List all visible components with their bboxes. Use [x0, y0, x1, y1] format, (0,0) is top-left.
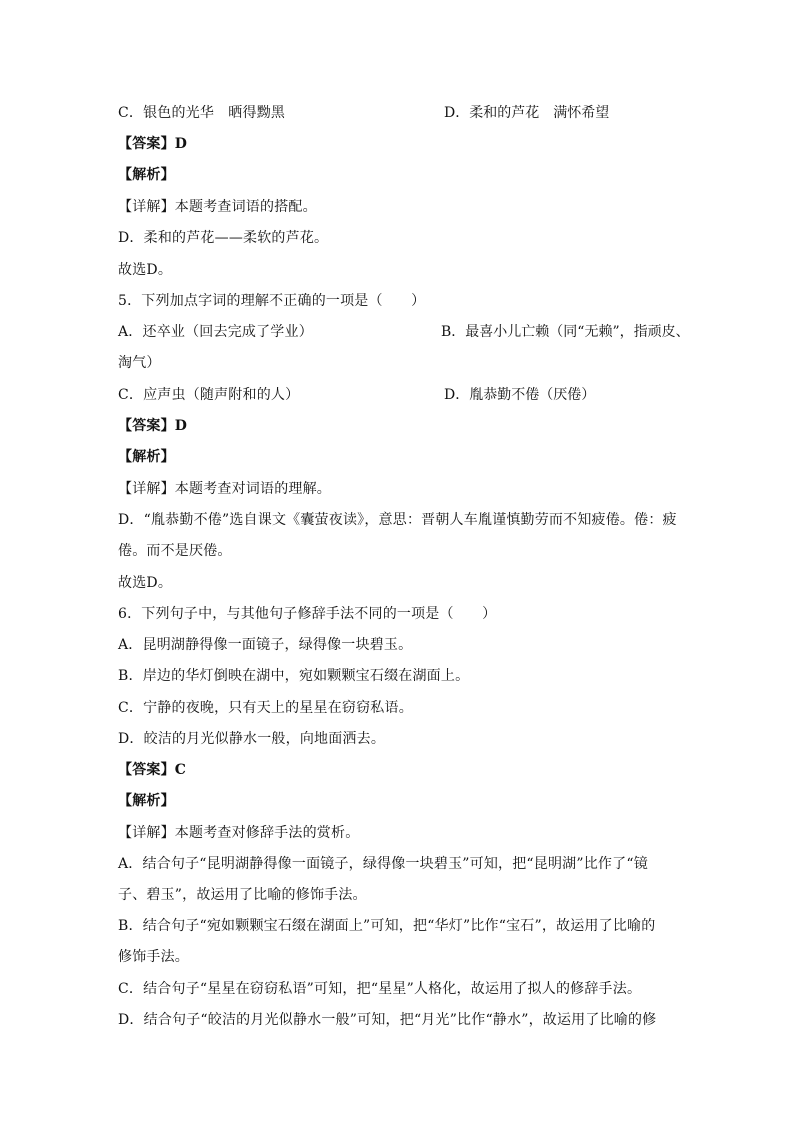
- q6-explain-a-1: A．结合句子“昆明湖静得像一面镜子，绿得像一块碧玉”可知，把“昆明湖”比作了“镜: [118, 856, 648, 872]
- q5-conclusion: 故选D。: [118, 575, 173, 591]
- q4-analysis-label: 【解析】: [118, 167, 175, 183]
- q6-explain-c: C．结合句子“星星在窃窃私语”可知，把“星星”人格化，故运用了拟人的修辞手法。: [118, 981, 642, 997]
- q6-explain-b-2: 修饰手法。: [118, 949, 189, 965]
- q6-option-d: D．皎洁的月光似静水一般，向地面洒去。: [118, 731, 386, 747]
- q6-option-c: C．宁静的夜晚，只有天上的星星在窃窃私语。: [118, 700, 413, 716]
- q4-option-d: D．柔和的芦花 满怀希望: [444, 105, 610, 121]
- q5-explain-1: D．“胤恭勤不倦”选自课文《囊萤夜读》，意思：晋朝人车胤谨慎勤劳而不知疲倦。倦：疲: [118, 512, 677, 528]
- q5-explain-2: 倦。而不是厌倦。: [118, 543, 232, 559]
- q6-option-b: B．岸边的华灯倒映在湖中，宛如颗颗宝石缀在湖面上。: [118, 668, 470, 684]
- q6-explain-a-2: 子、碧玉”，故运用了比喻的修饰手法。: [118, 887, 367, 903]
- q4-conclusion: 故选D。: [118, 262, 173, 278]
- q6-answer: 【答案】C: [118, 762, 187, 778]
- q5-option-b: B．最喜小儿亡赖（同“无赖”，指顽皮、: [441, 324, 690, 340]
- q5-question: 5．下列加点字词的理解不正确的一项是（ ）: [118, 293, 426, 309]
- q4-detail: 【详解】本题考查词语的搭配。: [118, 199, 317, 215]
- q5-option-b-cont: 淘气）: [118, 355, 161, 371]
- q6-detail: 【详解】本题考查对修辞手法的赏析。: [118, 825, 360, 841]
- q4-option-c: C．银色的光华 晒得黝黑: [118, 105, 286, 121]
- q6-option-a: A．昆明湖静得像一面镜子，绿得像一块碧玉。: [118, 637, 413, 653]
- q5-option-d: D．胤恭勤不倦（厌倦）: [444, 387, 596, 403]
- q6-explain-d: D．结合句子“皎洁的月光似静水一般”可知，把“月光”比作“静水”，故运用了比喻的修: [118, 1012, 657, 1028]
- q5-answer: 【答案】D: [118, 418, 188, 434]
- q5-detail: 【详解】本题考查对词语的理解。: [118, 481, 331, 497]
- q4-answer: 【答案】D: [118, 136, 188, 152]
- q5-option-c: C．应声虫（随声附和的人）: [118, 387, 300, 403]
- q6-question: 6．下列句子中，与其他句子修辞手法不同的一项是（ ）: [118, 606, 497, 622]
- q5-analysis-label: 【解析】: [118, 449, 175, 465]
- q5-option-a: A．还卒业（回去完成了学业）: [118, 324, 313, 340]
- q4-explain: D．柔和的芦花——柔软的芦花。: [118, 230, 329, 246]
- q6-analysis-label: 【解析】: [118, 793, 175, 809]
- q6-explain-b-1: B．结合句子“宛如颗颗宝石缀在湖面上”可知，把“华灯”比作“宝石”，故运用了比喻的: [118, 918, 656, 934]
